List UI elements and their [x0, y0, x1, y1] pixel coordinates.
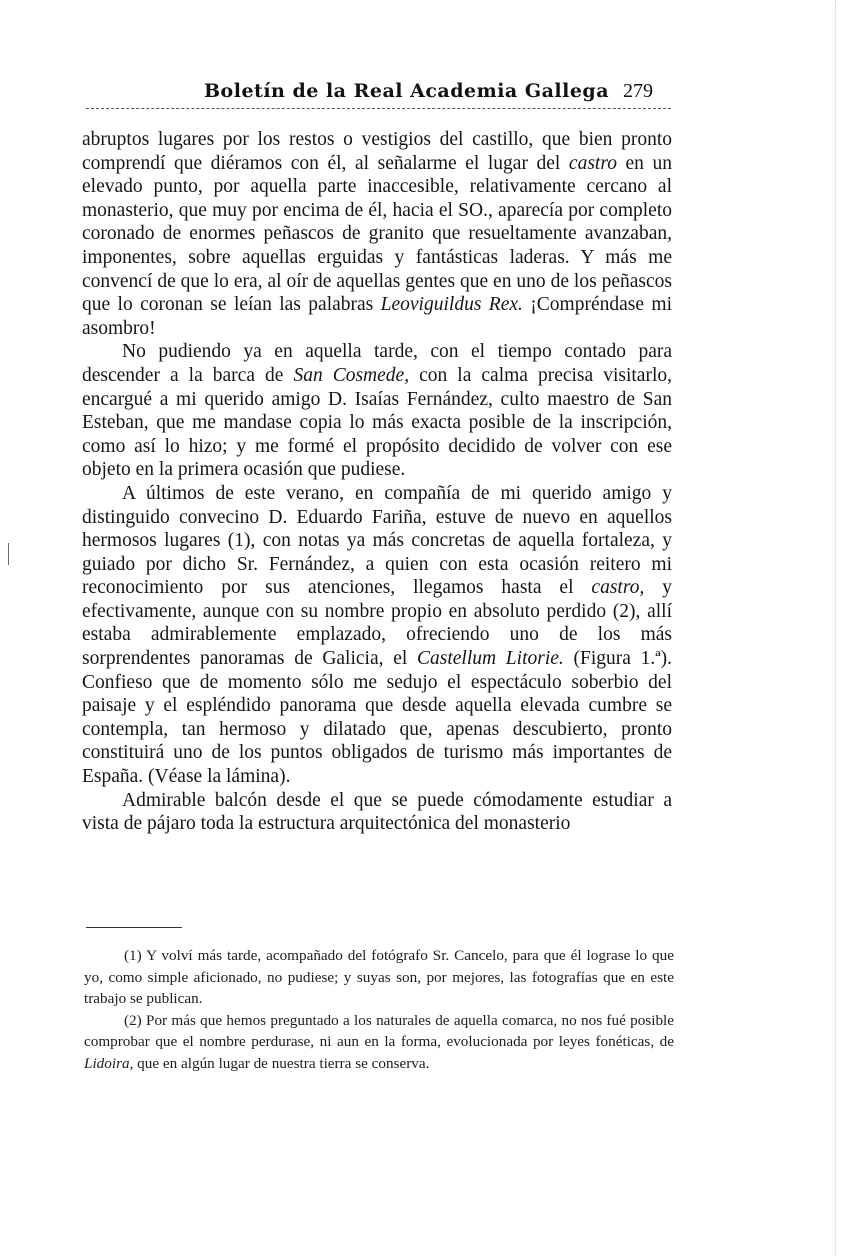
header-rule: [86, 108, 671, 109]
italic-text: castro,: [591, 577, 645, 599]
text-run: con la calma precisa visitarlo, encargué a mi querido amigo D. Isaías Fernández, culto maestro de San Esteban, que me mandase copia lo más exacta posible de la inscripción, como así lo hizo; y me formé el propósito decidido de volver con ese objeto en la primera ocasión que pudiese.: [82, 364, 672, 481]
italic-text: castro: [568, 152, 617, 174]
italic-text: San Cosmede,: [293, 364, 410, 386]
footnote: [84, 945, 674, 1010]
text-run: abruptos lugares por los restos o vestigios del castillo, que bien pronto comprendí que diéramos con él, al señalarme el lugar del: [82, 129, 672, 174]
text-run: (2) Por más que hemos preguntado a los naturales de aquella comarca, no nos fué posible comprobar que el nombre perdurase, ni aun en la forma, evolucionada por leyes fonéticas, de: [84, 1011, 674, 1050]
text-run: y efectivamente, aunque con su nombre propio en absoluto perdido (2), allí estaba admirablemente emplazado, ofreciendo uno de los más sorprendentes panoramas de Galicia, el: [82, 577, 673, 670]
paragraph: [82, 482, 672, 789]
footnote: [84, 1010, 674, 1075]
scan-margin-mark: [8, 543, 9, 565]
italic-text: Leoviguildus Rex.: [380, 294, 523, 316]
page-number: 279: [623, 80, 653, 102]
text-run: en un elevado punto, por aquella parte inaccesible, relativamente cercano al monasterio, que muy por encima de él, hacia el SO., aparecía por completo coronado de enormes peñascos de granito que resueltamente avanzaban, imponentes, sobre aquellas erguidas y fantásticas laderas. Y más me convencí de que lo era, al oír de aquellas gentes que en uno de los peñascos que lo coronan se leían las palabras: [82, 152, 673, 316]
paragraph: [82, 340, 672, 482]
text-run: No pudiendo ya en aquella tarde, con el tiempo contado para descender a la barca de: [82, 341, 672, 386]
italic-text: Castellum Litorie.: [417, 648, 564, 670]
scan-edge-line: [835, 0, 836, 1256]
paragraph: [82, 128, 672, 340]
text-run: (Figura 1.ª). Confieso que de momento sólo me sedujo el espectáculo soberbio del paisaje y el espléndido panorama que desde aquella elevada cumbre se contempla, tan hermoso y dilatado que, apenas descubierto, pronto constituirá uno de los puntos obligados de turismo más importantes de España. (Véase la lámina).: [82, 648, 672, 788]
journal-title: Boletín de la Real Academia Gallega: [204, 80, 610, 102]
running-header: [86, 80, 671, 110]
text-run: que en algún lugar de nuestra tierra se conserva.: [133, 1054, 430, 1072]
paragraph: [82, 789, 672, 836]
text-run: (1) Y volví más tarde, acompañado del fotógrafo Sr. Cancelo, para que él lograse lo que yo, como simple aficionado, no pudiese; y suyas son, por mejores, las fotografías que en este trabajo se publican.: [84, 947, 674, 1007]
footnote-rule: [86, 927, 182, 928]
text-run: Admirable balcón desde el que se puede cómodamente estudiar a vista de pájaro toda la estructura arquitectónica del monasterio: [82, 789, 672, 835]
text-run: ¡Compréndase mi asombro!: [82, 294, 672, 339]
footnotes: [84, 945, 674, 1074]
italic-text: Lidoira,: [84, 1054, 134, 1072]
text-run: A últimos de este verano, en compañía de mi querido amigo y distinguido convecino D. Eduardo Fariña, estuve de nuevo en aquellos hermosos lugares (1), con notas ya más concretas de aquella fortaleza, y guiado por dicho Sr. Fernández, a quien con esta ocasión reitero mi reconocimiento por sus atenciones, llegamos hasta el: [82, 482, 672, 599]
body-text: [82, 128, 672, 836]
